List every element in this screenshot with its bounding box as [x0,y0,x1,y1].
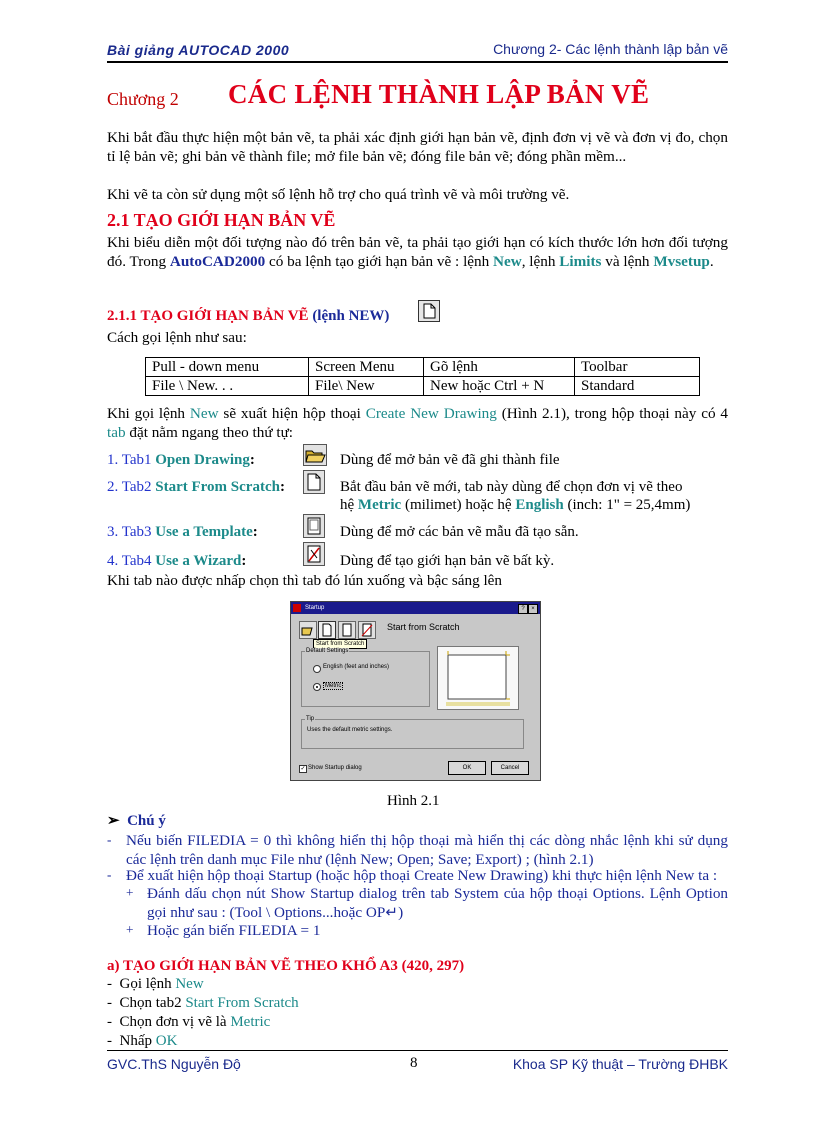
tab-use-template[interactable] [338,621,356,639]
new-command-paragraph: Khi gọi lệnh New sẽ xuất hiện hộp thoại Create New Drawing (Hình 2.1), trong hộp thoại này có 4 tab đặt nằm ngang theo thứ tự: [107,405,728,441]
list-item: 1. Tab1 Open Drawing: [107,452,255,468]
tab-open-drawing[interactable] [299,621,317,639]
table-cell: Gõ lệnh [424,358,575,377]
list-item: - Chọn tab2 Start From Scratch [107,995,299,1011]
table-cell: File \ New. . . [146,377,309,396]
note-sub-item: Đánh dấu chọn nút Show Startup dialog trên tab System của hộp thoại Options. Lệnh Option gọi như sau : (Tool \ Options...hoặc OP↵) [147,885,729,921]
english-option-label: English (feet and inches) [323,664,390,670]
steps-list [107,975,299,1051]
app-icon [293,604,301,612]
default-settings-group [301,651,430,707]
table-cell: Toolbar [575,358,700,377]
chapter-number: Chương 2 [107,89,179,109]
tab-description: Dùng để mở các bản vẽ mẫu đã tạo sẵn. [340,524,579,540]
tab-selection-text: Khi tab nào được nhấp chọn thì tab đó lún xuống và bậc sáng lên [107,572,503,589]
section-paragraph: Khi biểu diễn một đối tượng nào đó trên bản vẽ, ta phải tạo giới hạn có kích thước lớn hơn đối tượng đó. Trong AutoCAD2000 có ba lệnh tạo giới hạn bản vẽ : lệnh New, lệnh Limits và lệnh Mvsetup. [107,234,728,270]
section-title: 2.1 TẠO GIỚI HẠN BẢN VẼ [107,210,336,230]
tab-description: Dùng để mở bản vẽ đã ghi thành file [340,452,560,468]
intro-paragraph-2: Khi vẽ ta còn sử dụng một số lệnh hỗ trợ cho quá trình vẽ và môi trường vẽ. [107,186,570,203]
blank-page-icon [303,470,325,499]
list-item: - Gọi lệnh New [107,976,204,992]
metric-radio[interactable] [313,683,321,691]
table-cell: New hoặc Ctrl + N [424,377,575,396]
footer-divider [107,1050,728,1051]
tip-label: Tip [306,716,315,722]
default-settings-label: Default Settings [306,648,349,654]
arrow-icon: ➢ [107,813,120,829]
table-cell: Standard [575,377,700,396]
chapter-title: CÁC LỆNH THÀNH LẬP BẢN VẼ [228,79,650,109]
startup-dialog [290,601,541,781]
show-startup-label: Show Startup dialog [308,765,362,771]
list-item: 2. Tab2 Start From Scratch: [107,479,285,495]
tab-use-wizard[interactable] [358,621,376,639]
note-item: Để xuất hiện hộp thoại Startup (hoặc hộp thoại Create New Drawing) khi thực hiện lệnh New ta : [126,867,718,884]
tab-description: Dùng để tạo giới hạn bản vẽ bất kỳ. [340,553,555,569]
wizard-icon [303,542,325,571]
table-cell: File\ New [309,377,424,396]
bullet-dash: - [107,832,112,847]
subsection-a-title: a) TẠO GIỚI HẠN BẢN VẼ THEO KHỔ A3 (420, 297) [107,958,465,974]
list-item: - Chọn đơn vị vẽ là Metric [107,1014,271,1030]
command-table [145,357,700,396]
cancel-button[interactable]: Cancel [491,761,529,775]
table-cell: Screen Menu [309,358,424,377]
ok-button[interactable]: OK [448,761,486,775]
dialog-titlebar: Startup [291,602,540,614]
bullet-plus: + [126,885,134,900]
call-method-text: Cách gọi lệnh như sau: [107,329,247,346]
list-item: 3. Tab3 Use a Template: [107,524,258,540]
metric-option-label: Metric [325,683,342,689]
note-item: Nếu biến FILEDIA = 0 thì không hiển thị hộp thoại mà hiển thị các dòng nhắc lệnh khi sử dụng các lệnh trên danh mục File như (lệnh New; Open; Save; Export) ; (hình 2.1) [126,832,728,868]
header-left-title: Bài giảng AUTOCAD 2000 [107,42,290,58]
header-divider [107,61,728,63]
help-icon[interactable]: ? [518,604,528,614]
figure-caption: Hình 2.1 [387,793,440,809]
note-sub-item: Hoặc gán biến FILEDIA = 1 [147,922,321,939]
tab-start-from-scratch[interactable] [318,621,336,639]
tip-text: Uses the default metric settings. [307,727,393,733]
bullet-dash: - [107,867,112,882]
note-heading: ➢ Chú ý [107,813,166,829]
new-drawing-icon [418,300,440,322]
paper-preview [437,646,519,710]
footer-institution: Khoa SP Kỹ thuật – Trường ĐHBK [512,1056,728,1072]
bullet-plus: + [126,922,134,937]
open-folder-icon [303,444,327,471]
show-startup-checkbox[interactable]: ✓ [300,766,306,772]
english-radio[interactable] [313,665,321,673]
table-row [146,358,700,377]
table-cell: Pull - down menu [146,358,309,377]
close-icon[interactable]: × [528,604,538,614]
tip-group [301,719,524,749]
tab-description: Bắt đầu bản vẽ mới, tab này dùng để chọn đơn vị vẽ theo [340,479,683,495]
tab-description-continued: hệ Metric (milimet) hoặc hệ English (inch: 1" = 25,4mm) [340,497,691,513]
table-row [146,377,700,396]
page-number: 8 [410,1055,418,1071]
list-item: - Nhấp OK [107,1033,178,1049]
tooltip: Start from Scratch [313,639,367,649]
footer-author: GVC.ThS Nguyễn Độ [107,1056,241,1072]
template-icon [303,514,325,543]
intro-paragraph: Khi bắt đầu thực hiện một bản vẽ, ta phải xác định giới hạn bản vẽ, định đơn vị vẽ và đơn vị đo, chọn tỉ lệ bản vẽ; ghi bản vẽ thành file; mở file bản vẽ; đóng file bản vẽ; đóng phần mềm... [107,129,728,165]
header-right-title: Chương 2- Các lệnh thành lập bản vẽ [493,41,728,57]
dialog-heading: Start from Scratch [387,622,460,632]
subsection-title: 2.1.1 TẠO GIỚI HẠN BẢN VẼ (lệnh NEW) [107,308,390,324]
list-item: 4. Tab4 Use a Wizard: [107,553,247,569]
